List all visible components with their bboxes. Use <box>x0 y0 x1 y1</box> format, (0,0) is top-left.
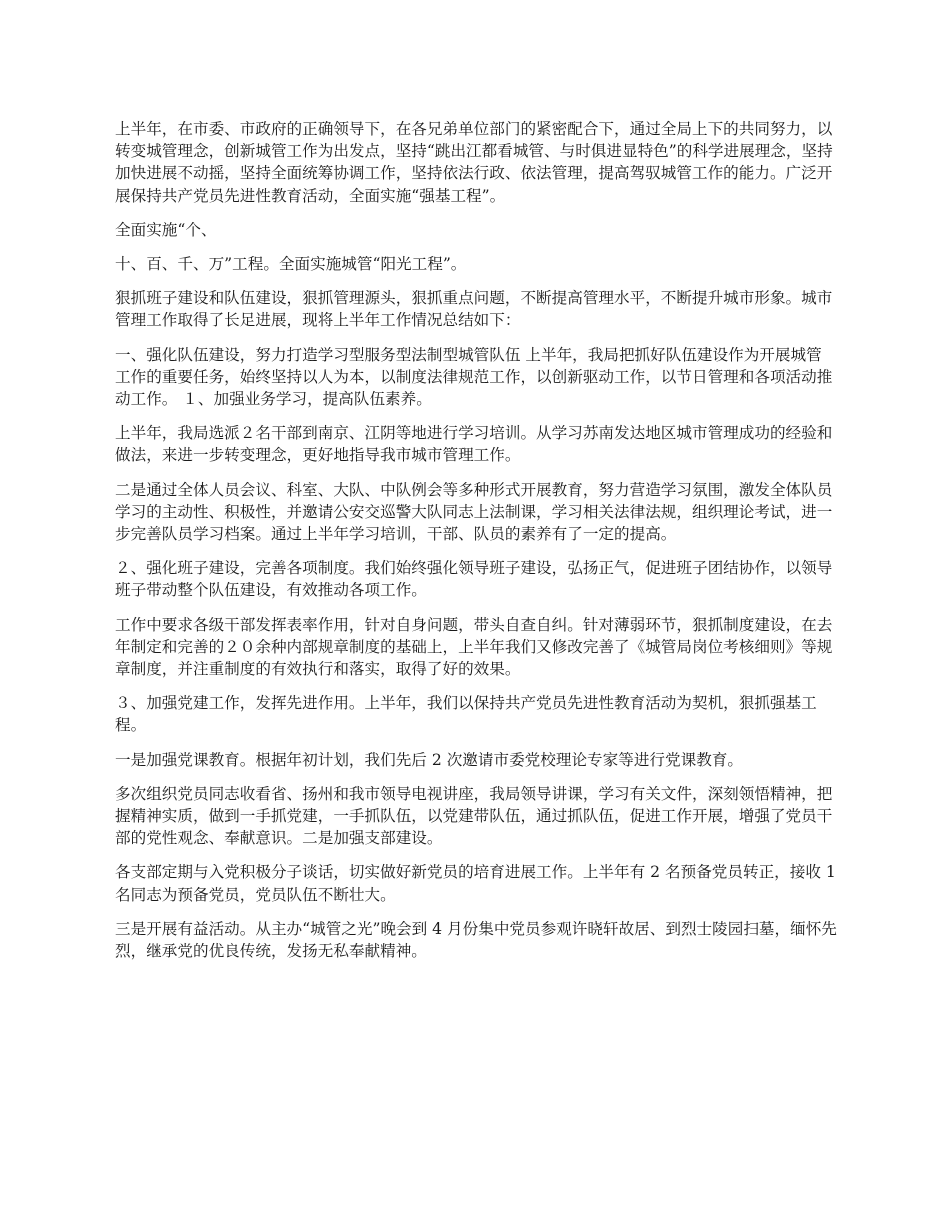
paragraph: 上半年，我局选派２名干部到南京、江阴等地进行学习培训。从学习苏南发达地区城市管理成功的经验和做法，来进一步转变理念，更好地指导我市城市管理工作。 <box>115 424 833 465</box>
paragraph: 三是开展有益活动。从主办“城管之光”晚会到 4 月份集中党员参观许晓轩故居、到烈士陵园扫墓，缅怀先烈，继承党的优良传统，发扬无私奉献精神。 <box>115 919 837 961</box>
paragraph: 全面实施“个、 <box>115 220 217 239</box>
paragraph: 各支部定期与入党积极分子谈话，切实做好新党员的培育进展工作。上半年有 2 名预备党员转正，接收 1 名同志为预备党员，党员队伍不断壮大。 <box>115 863 836 904</box>
paragraph: 狠抓班子建设和队伍建设，狠抓管理源头，狠抓重点问题，不断提高管理水平，不断提升城市形象。城市管理工作取得了长足进展，现将上半年工作情况总结如下： <box>115 289 833 330</box>
document-body <box>115 118 837 974</box>
paragraph: 一、强化队伍建设，努力打造学习型服务型法制型城管队伍 上半年，我局把抓好队伍建设作为开展城管工作的重要任务，始终坚持以人为本，以制度法律规范工作，以创新驱动工作，以节日管理和各项活动推动工作。 １、加强业务学习，提高队伍素养。 <box>115 345 833 409</box>
paragraph: 二是通过全体人员会议、科室、大队、中队例会等多种形式开展教育，努力营造学习氛围，激发全体队员学习的主动性、积极性，并邀请公安交巡警大队同志上法制课，学习相关法律法规，组织理论考试，进一步完善队员学习档案。通过上半年学习培训，干部、队员的素养有了一定的提高。 <box>115 480 833 544</box>
paragraph: 十、百、千、万”工程。全面实施城管“阳光工程”。 <box>115 255 467 274</box>
paragraph: 工作中要求各级干部发挥表率作用，针对自身问题，带头自查自纠。针对薄弱环节，狠抓制度建设，在去年制定和完善的２０余种内部规章制度的基础上，上半年我们又修改完善了《城管局岗位考核细则》等规章制度，并注重制度的有效执行和落实，取得了好的效果。 <box>115 615 833 679</box>
paragraph: ２、强化班子建设，完善各项制度。我们始终强化领导班子建设，弘扬正气，促进班子团结协作，以领导班子带动整个队伍建设，有效推动各项工作。 <box>115 559 833 600</box>
paragraph: 多次组织党员同志收看省、扬州和我市领导电视讲座，我局领导讲课，学习有关文件，深刻领悟精神，把握精神实质，做到一手抓党建，一手抓队伍，以党建带队伍，通过抓队伍，促进工作开展，增强了党员干部的党性观念、奉献意识。二是加强支部建设。 <box>115 784 833 848</box>
paragraph: ３、加强党建工作，发挥先进作用。上半年，我们以保持共产党员先进性教育活动为契机，狠抓强基工程。 <box>115 694 817 735</box>
paragraph: 一是加强党课教育。根据年初计划，我们先后 2 次邀请市委党校理论专家等进行党课教育。 <box>115 750 743 769</box>
paragraph: 上半年，在市委、市政府的正确领导下，在各兄弟单位部门的紧密配合下，通过全局上下的共同努力，以转变城管理念，创新城管工作为出发点，坚持“跳出江都看城管、与时俱进显特色”的科学进展理念，坚持加快进展不动摇，坚持全面统筹协调工作，坚持依法行政、依法管理，提高驾驭城管工作的能力。广泛开展保持共产党员先进性教育活动，全面实施“强基工程”。 <box>115 120 833 205</box>
